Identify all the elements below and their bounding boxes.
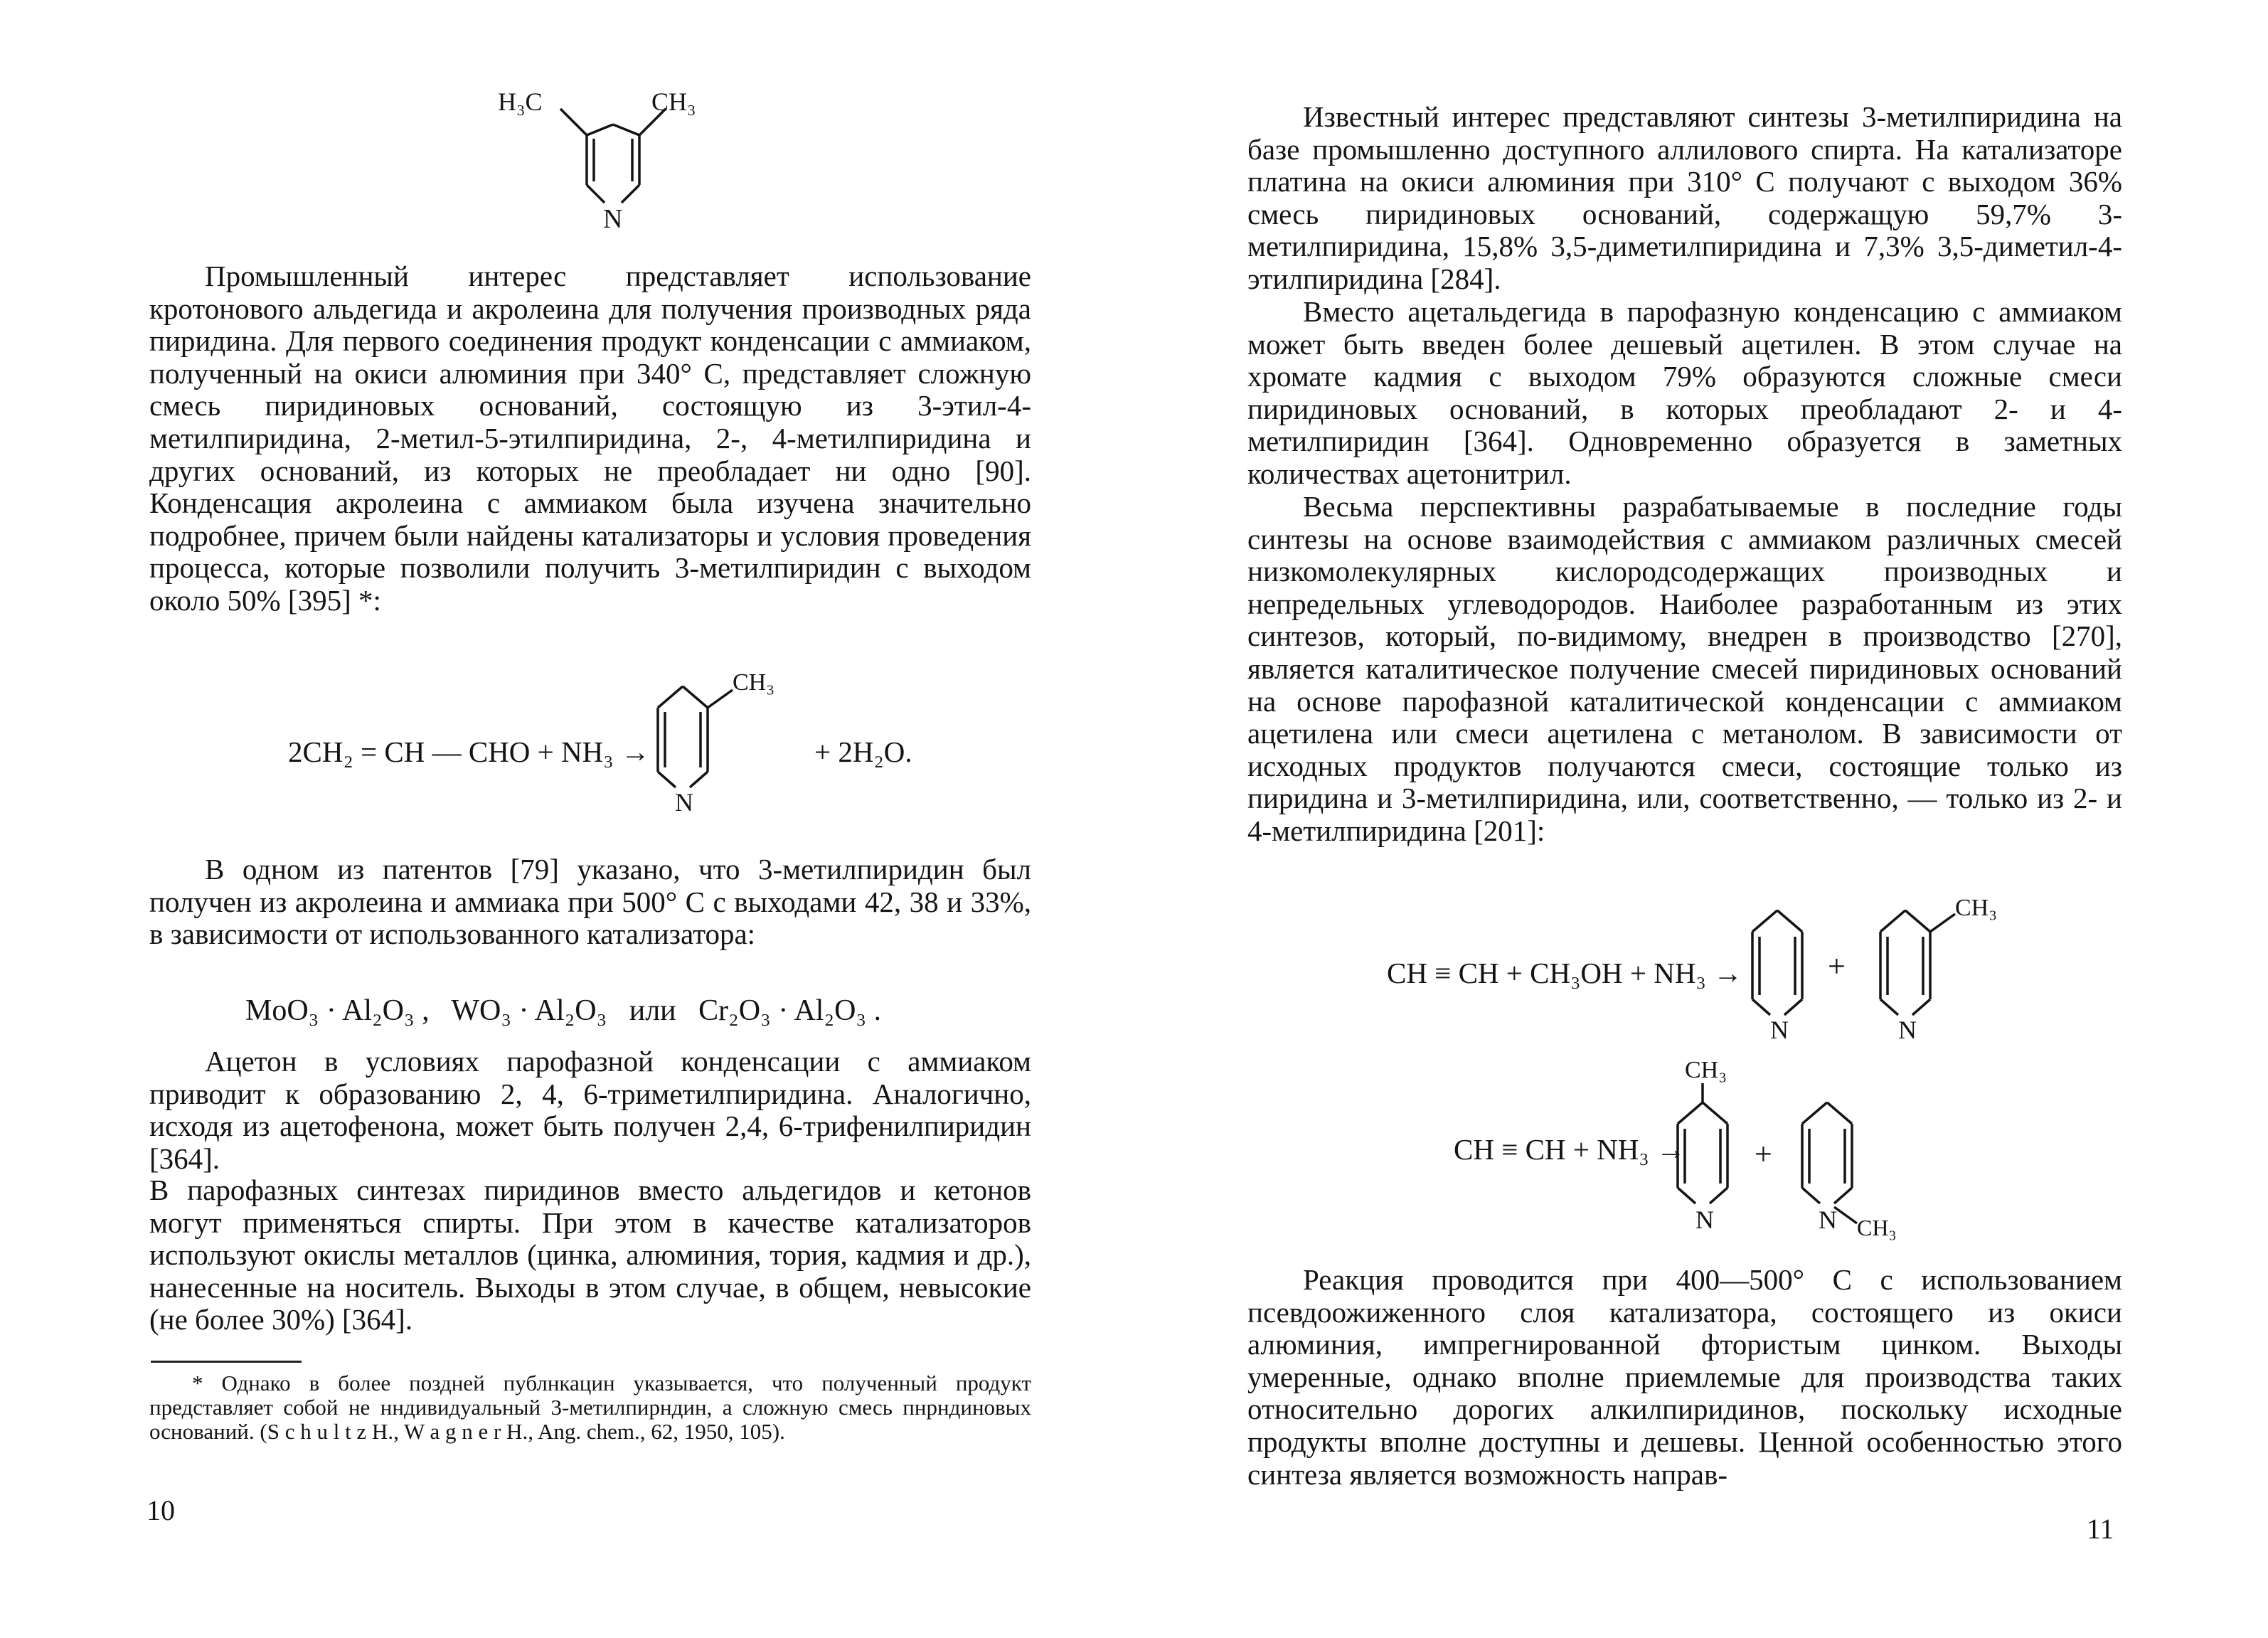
footnote: * Однако в более поздней публнкацин указывается, что полученный продукт представляет собой не нндивидуальный 3-метилпирндин, а сложную смесь пнрндиновых оснований. (S c h u l t z H., W a g n e r H., Ang. chem., 62, 1950, 105). bbox=[149, 1371, 1031, 1444]
lutidine-right-methyl: CH₃ bbox=[651, 87, 696, 116]
right-page-number: 11 bbox=[2087, 1513, 2114, 1545]
equation-2-products bbox=[1738, 893, 2023, 1056]
equation-1-3-methylpyridine bbox=[644, 665, 807, 818]
left-paragraph-2: В одном из патентов [79] указано, что 3-метилпиридин был получен из акролеина и аммиака при 500° С с выходами 42, 38 и 33%, в зависимости от использованного катализатора: bbox=[149, 853, 1031, 951]
catalysts-formula: MoO₃ · Al₂O₃ , WO₃ · Al₂O₃ или Cr₂O₃ · Al₂O₃ . bbox=[245, 994, 882, 1027]
equation-2-nitrogen-1: N bbox=[1770, 1016, 1789, 1044]
right-paragraph-2: Вместо ацетальдегида в парофазную конденсацию с аммиаком может быть введен более дешевый ацетилен. В этом случае на хромате кадмия с выходом 79% образуются сложные смеси пиридиновых оснований, в которых преобладают 2- и 4-метилпиридин [364]. Одновременно образуется в заметных количествах ацетонитрил. bbox=[1247, 295, 2122, 490]
left-paragraph-4: В парофазных синтезах пиридинов вместо альдегидов и кетонов могут применяться спирты. При этом в качестве катализаторов используют окислы металлов (цинка, алюминия, тория, кадмия и др.), нанесенные на носитель. Выходы в этом случае, в общем, невысокие (не более 30%) [364]. bbox=[149, 1174, 1031, 1336]
equation-2-plus: + bbox=[1828, 949, 1846, 984]
equation-3-plus: + bbox=[1755, 1137, 1772, 1171]
equation-2-lhs: CH ≡ CH + CH₃OH + NH₃ → bbox=[1387, 957, 1743, 989]
equation-3-methyl-top: CH₃ bbox=[1685, 1057, 1727, 1083]
lutidine-left-methyl: H₃C bbox=[498, 87, 543, 116]
right-page bbox=[1134, 0, 2268, 1638]
equation-1-nitrogen: N bbox=[675, 788, 693, 817]
equation-1-rhs: + 2H₂O. bbox=[814, 735, 912, 768]
lutidine-nitrogen: N bbox=[603, 204, 623, 234]
equation-3-nitrogen-2: N bbox=[1819, 1206, 1837, 1234]
right-paragraph-1: Известный интерес представляют синтезы 3-метилпиридина на базе промышленно доступного аллилового спирта. На катализаторе платина на окиси алюминия при 310° С получают с выходом 36% смесь пиридиновых оснований, содержащую 59,7% 3-метилпиридина, 15,8% 3,5-диметилпиридина и 7,3% 3,5-диметил-4-этилпиридина [284]. bbox=[1247, 100, 2122, 295]
equation-2-nitrogen-2: N bbox=[1898, 1016, 1917, 1044]
lutidine-structure bbox=[491, 82, 718, 245]
equation-3-nitrogen-1: N bbox=[1695, 1206, 1714, 1234]
footnote-rule bbox=[151, 1361, 302, 1363]
equation-2-methyl: CH₃ bbox=[1955, 895, 1998, 921]
left-paragraph-1: Промышленный интерес представляет использование кротонового альдегида и акролеина для получения производных ряда пиридина. Для первого соединения продукт конденсации с аммиаком, полученный на окиси алюминия при 340° С, представляет сложную смесь пиридиновых оснований, состоящую из 3-этил-4-метилпиридина, 2-метил-5-этилпиридина, 2-, 4-метилпиридина и других оснований, из которых не преобладает ни одно [90]. Конденсация акролеина с аммиаком была изучена значительно подробнее, причем были найдены катализаторы и условия проведения процесса, которые позволили получить 3-метилпиридин с выходом около 50% [395] *: bbox=[149, 260, 1031, 617]
equation-1-lhs: 2CH₂ = CH — CHO + NH₃ → bbox=[288, 735, 650, 768]
equation-3-methyl-side: CH₃ bbox=[1857, 1215, 1897, 1240]
right-paragraph-4: Реакция проводится при 400—500° С с использованием псевдоожиженного слоя катализатора, состоящего из окиси алюминия, импрегнированной фтористым цинком. Выходы умеренные, однако вполне приемлемые для производства таких относительно дорогих алкилпиридинов, поскольку исходные продукты вполне доступны и дешевы. Ценной особенностью этого синтеза является возможность направ- bbox=[1247, 1263, 2122, 1491]
equation-3-products bbox=[1635, 1049, 1905, 1241]
equation-3-lhs: CH ≡ CH + NH₃ → bbox=[1454, 1133, 1686, 1166]
left-page-number: 10 bbox=[147, 1494, 175, 1526]
right-paragraph-3: Весьма перспективны разрабатываемые в последние годы синтезы на основе взаимодействия с аммиаком различных смесей низкомолекулярных кислородсодержащих производных и непредельных углеводородов. Наиболее разработанным из этих синтезов, который, по-видимому, внедрен в производство [270], является каталитическое получение смесей пиридиновых оснований на основе парофазной каталитической конденсации с аммиаком ацетилена или смеси ацетилена с метанолом. В зависимости от исходных продуктов получаются смеси, состоящие только из пиридина и 3-метилпиридина, или, соответственно, — только из 2- и 4-метилпиридина [201]: bbox=[1247, 490, 2122, 847]
left-paragraph-3: Ацетон в условиях парофазной конденсации с аммиаком приводит к образованию 2, 4, 6-триметилпиридина. Аналогично, исходя из ацетофенона, может быть получен 2,4, 6-трифенилпиридин [364]. bbox=[149, 1045, 1031, 1175]
equation-1-methyl: CH₃ bbox=[733, 669, 775, 696]
